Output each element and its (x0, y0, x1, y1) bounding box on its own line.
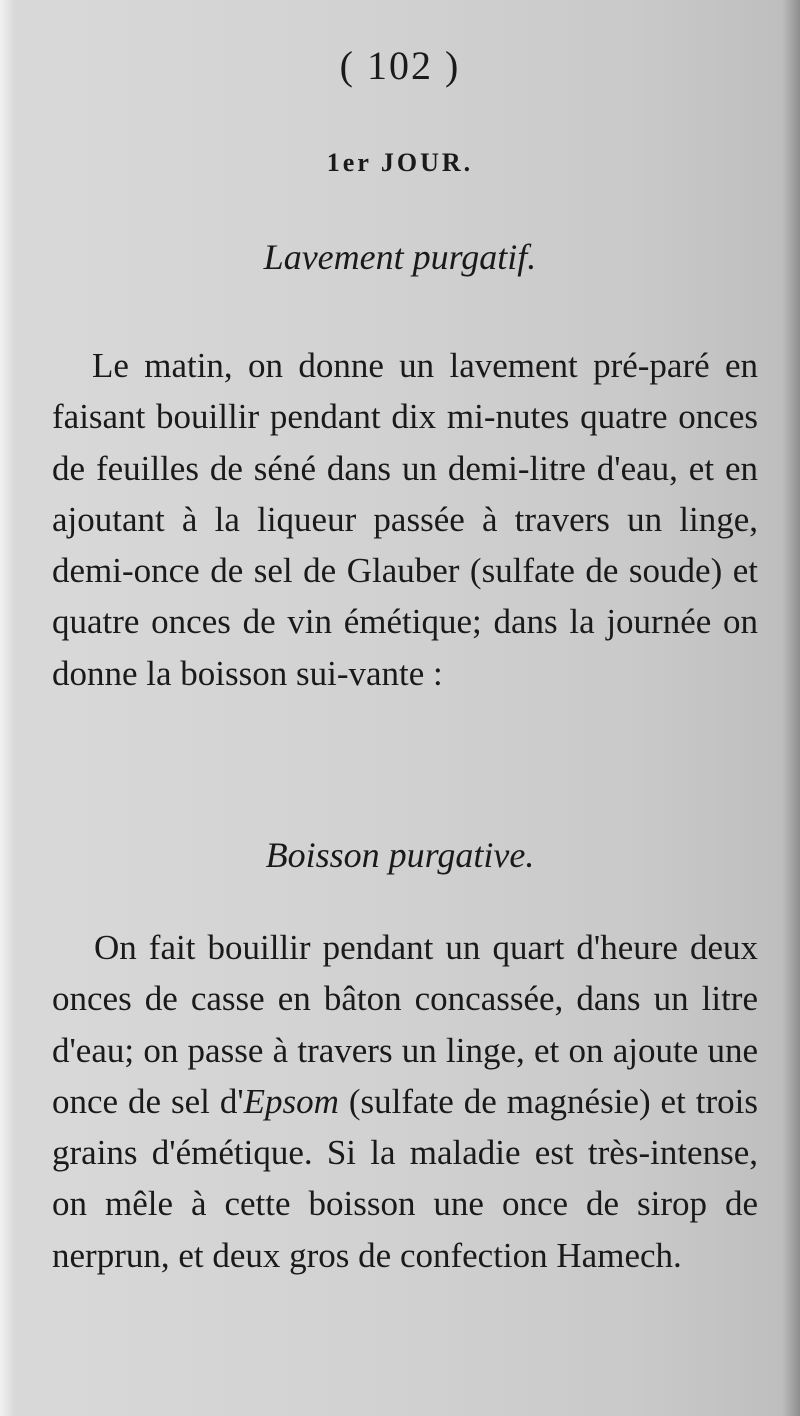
paragraph-boisson-text-1: On fait bouillir pendant un quart d'heure deux onces de casse en bâton concassée, dans un litre d'eau; on passe à travers un linge, et on ajoute une once de sel d' (52, 928, 758, 1121)
paragraph-lavement: Le matin, on donne un lavement pré-paré en faisant bouillir pendant dix mi-nutes quatre onces de feuilles de séné dans un demi-litre d'eau, et en ajoutant à la liqueur passée à travers un linge, demi-once de sel de Glauber (sulfate de soude) et quatre onces de vin émétique; dans la journée on donne la boisson sui-vante : (52, 346, 758, 693)
paragraph-boisson (52, 922, 758, 1281)
day-heading: 1er JOUR. (326, 148, 474, 177)
section-title-boisson: Boisson purgative. (265, 835, 535, 875)
epsom-italic: Epsom (243, 1081, 339, 1121)
page-number: ( 102 ) (339, 43, 461, 88)
section-title-lavement: Lavement purgatif. (263, 237, 537, 277)
paragraph-boisson-text-2: (sulfate de magnésie) et trois grains d'émétique. Si la maladie est très-intense, on mêle à cette boisson une once de sirop de nerprun, et deux gros de confection Hamech. (52, 1081, 758, 1275)
